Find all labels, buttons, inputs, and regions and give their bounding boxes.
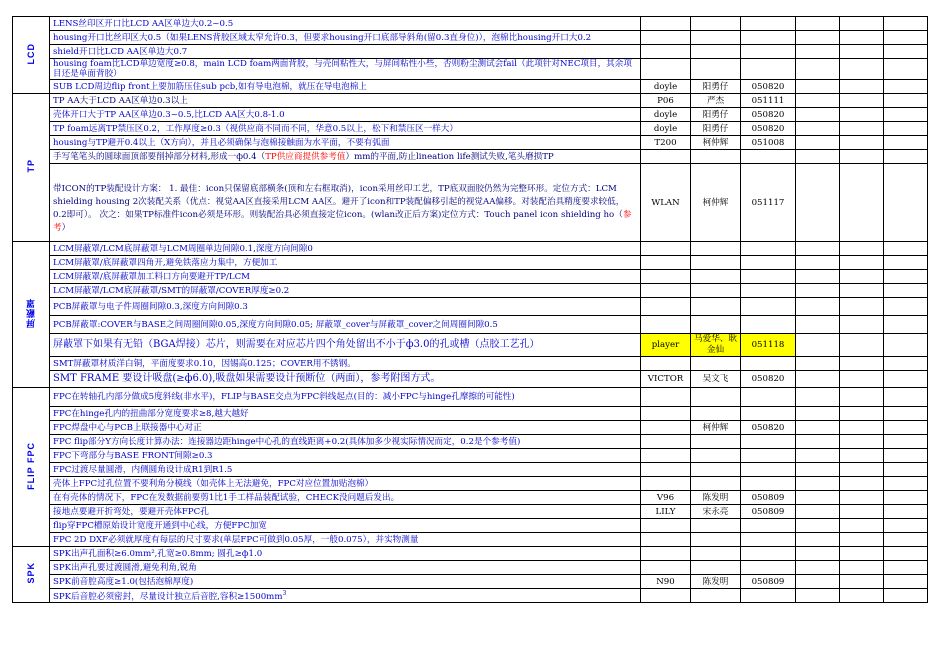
table-row xyxy=(13,449,928,463)
rule-text: LCM屏蔽罩/底屏蔽罩四角开,避免铁落应力集中，方便加工 xyxy=(50,256,641,270)
table-row xyxy=(13,242,928,256)
rule-text: housing开口比丝印区大0.5（如果LENS背胶区域太窄允许0.3，但要求housing开口底部导斜角(留0.3直身位)），泡棉比housing开口大0.2 xyxy=(50,31,641,45)
table-row xyxy=(13,108,928,122)
table-row xyxy=(13,519,928,533)
rule-text: SPK出声孔要过渡圆滑,避免利角,锐角 xyxy=(50,561,641,575)
date-cell: 050820 xyxy=(741,371,796,388)
model-cell: doyle xyxy=(641,80,691,94)
table-row xyxy=(13,388,928,407)
model-cell: N90 xyxy=(641,575,691,589)
table-row xyxy=(13,407,928,421)
table-row xyxy=(13,284,928,298)
date-cell: 050820 xyxy=(741,108,796,122)
rule-text: FPC过渡尽量圆滑，内侧圆角设计成R1到R1.5 xyxy=(50,463,641,477)
table-row xyxy=(13,561,928,575)
rule-text: 在有壳体的情况下，FPC在发数据前要剪1比1手工样品装配试验，CHECK没问题后发出。 xyxy=(50,491,641,505)
rule-text: SMT屏蔽罩材质洋白铜，平面度要求0.10，因锡高0.125；COVER用不锈钢。 xyxy=(50,357,641,371)
section-label-tp: TP xyxy=(13,94,50,242)
date-cell: 050820 xyxy=(741,421,796,435)
rule-text: SUB LCD周边flip front上要加筋压住sub pcb,如有导电泡棉，就压在导电泡棉上 xyxy=(50,80,641,94)
section-label-lcd: LCD xyxy=(13,17,50,94)
owner-cell: 陈发明 xyxy=(691,575,741,589)
owner-cell: 阳勇仔 xyxy=(691,80,741,94)
model-cell: WLAN xyxy=(641,164,691,242)
rule-text: SPK前音腔高度≥1.0(包括泡棉厚度) xyxy=(50,575,641,589)
table-row xyxy=(13,59,928,80)
rule-text: FPC 2D DXF必须就厚度有每层的尺寸要求(单层FPC可做到0.05厚，一般0.075），并实物测量 xyxy=(50,533,641,547)
rule-text: 壳体开口大于TP AA区单边0.3~0.5,比LCD AA区大0.8-1.0 xyxy=(50,108,641,122)
date-cell: 051111 xyxy=(741,94,796,108)
table-row xyxy=(13,31,928,45)
rule-text: FPC焊盘中心与PCB上联接器中心对正 xyxy=(50,421,641,435)
date-cell: 050809 xyxy=(741,491,796,505)
rule-text: SPK后音腔必须密封，尽量设计独立后音腔,容积$\ge 1500mm^3$ xyxy=(50,589,641,603)
table-row xyxy=(13,17,928,31)
table-row xyxy=(13,505,928,519)
rule-text: LCM屏蔽罩/LCM底屏蔽罩与LCM周圈单边间隙0.1,深度方向间隙0 xyxy=(50,242,641,256)
date-cell: 051008 xyxy=(741,136,796,150)
model-cell: doyle xyxy=(641,108,691,122)
table-row xyxy=(13,421,928,435)
table-row xyxy=(13,256,928,270)
table-row xyxy=(13,371,928,388)
table-row xyxy=(13,94,928,108)
owner-cell: 陈发明 xyxy=(691,491,741,505)
table-row xyxy=(13,463,928,477)
table-row xyxy=(13,45,928,59)
rule-text: FPC flip部分Y方向长度计算办法：连接器边距hinge中心孔的直线距离+0.2(具体加多少视实际情况而定，0.2是个参考值) xyxy=(50,435,641,449)
table-row xyxy=(13,122,928,136)
table-row xyxy=(13,477,928,491)
rule-text: FPC下弯部分与BASE FRONT间隙≥0.3 xyxy=(50,449,641,463)
owner-cell: 柯仲辉 xyxy=(691,136,741,150)
rule-text: TP AA大于LCD AA区单边0.3以上 xyxy=(50,94,641,108)
table-row xyxy=(13,491,928,505)
table-row xyxy=(13,316,928,334)
owner-cell: 严杰 xyxy=(691,94,741,108)
rule-text: SMT FRAME 要设计吸盘(≥ф6.0),吸盘如果需要设计预断位（两面），参考附图方式。 xyxy=(50,371,641,388)
table-row xyxy=(13,435,928,449)
rule-text: SPK出声孔面积≥6.0mm²,孔宽≥0.8mm; 圆孔≥ф1.0 xyxy=(50,547,641,561)
table-row xyxy=(13,589,928,603)
model-cell: doyle xyxy=(641,122,691,136)
rule-text: housing与TP避开0.4以上（X方向），并且必须确保与泡棉接触面为水平面，不要有弧面 xyxy=(50,136,641,150)
owner-cell: 马爱华、耿金仙 xyxy=(691,334,741,357)
section-label-spk: SPK xyxy=(13,547,50,603)
rule-text: 壳体上FPC过孔位置不要利角分模线（如壳体上无法避免，FPC对应位置加贴泡棉） xyxy=(50,477,641,491)
model-cell: P06 xyxy=(641,94,691,108)
table-row xyxy=(13,533,928,547)
model-cell: T200 xyxy=(641,136,691,150)
date-cell: 050809 xyxy=(741,505,796,519)
rule-text: FPC在转轴孔内部分做成5度斜线(非水平)，FLIP与BASE交点为FPC斜线起点(目的：减小FPC与hinge孔摩擦的可能性) xyxy=(50,388,641,407)
rule-text: 屏蔽罩下如果有无铅（BGA焊接）芯片，则需要在对应芯片四个角处留出不小于ф3.0的孔或槽（点胶工艺孔） xyxy=(50,334,641,357)
rule-text: TP foam远离TP禁压区0.2，工作厚度≥0.3（视供应商不同而不同，华意0.5以上，松下和禁压区一样大） xyxy=(50,122,641,136)
rule-text: 接地点要避开折弯处，要避开壳体FPC孔 xyxy=(50,505,641,519)
date-cell: 050820 xyxy=(741,80,796,94)
table-row xyxy=(13,150,928,164)
rule-text: FPC在hinge孔内的扭曲部分宽度要求≥8,越大越好 xyxy=(50,407,641,421)
table-row xyxy=(13,80,928,94)
owner-cell: 宋永亮 xyxy=(691,505,741,519)
rule-text: PCB屏蔽罩与电子件周圈间隙0.3,深度方向间隙0.3 xyxy=(50,298,641,316)
table-row xyxy=(13,164,928,242)
table-row xyxy=(13,334,928,357)
owner-cell: 柯仲辉 xyxy=(691,164,741,242)
owner-cell: 柯仲辉 xyxy=(691,421,741,435)
model-cell: LILY xyxy=(641,505,691,519)
table-row xyxy=(13,298,928,316)
rule-text: shield开口比LCD AA区单边大0.7 xyxy=(50,45,641,59)
table-row xyxy=(13,575,928,589)
rule-text: flip穿FPC槽原始设计宽度开通到中心线，方便FPC加宽 xyxy=(50,519,641,533)
section-label-shield: 屏蔽罩 xyxy=(13,242,50,388)
table-row xyxy=(13,547,928,561)
date-cell: 051117 xyxy=(741,164,796,242)
date-cell: 051118 xyxy=(741,334,796,357)
table-row xyxy=(13,270,928,284)
rule-text: 手写笔笔头的圆球面顶部要削掉部分材料,形成一ф0.4（TP供应商提供参考值）mm的平面,防止lineation life测试失败,笔头磨损TP xyxy=(50,150,641,164)
rule-text: LCM屏蔽罩/底屏蔽罩加工料口方向要避开TP/LCM xyxy=(50,270,641,284)
rule-text: housing foam比LCD单边宽度≥0.8，main LCD foam两面背胶，与壳间粘性大，与屏间粘性小些，否则粉尘测试会fail（此项针对NEC项目，其余项目还是单面背胶） xyxy=(50,59,641,80)
owner-cell: 吴文飞 xyxy=(691,371,741,388)
rule-text: 带ICON的TP装配设计方案： 1. 最佳：icon只保留底部横条(顶和左右框取消)，icon采用丝印工艺，TP底双面胶仍然为完整环形。定位方式：LCM shielding housing 2次装配关系（优点：视觉AA区直接采用LCM AA区。避开了icon和TP装配偏移引起的视觉AA偏移。对装配治具精度要求较低，0.2即可）。 次之：如果TP标准件icon必须是环形。则装配治具必须直接定位icon。(wlan改正后方案)定位方式：Touch panel icon shielding ho（参考） xyxy=(50,164,641,242)
rule-text: PCB屏蔽罩:COVER与BASE之间周圈间隙0.05,深度方向间隙0.05; 屏蔽罩_cover与屏蔽罩_cover之间周圈间隙0.5 xyxy=(50,316,641,334)
model-cell: player xyxy=(641,334,691,357)
owner-cell: 阳勇仔 xyxy=(691,122,741,136)
table-row xyxy=(13,136,928,150)
spec-table xyxy=(12,16,928,603)
model-cell: V96 xyxy=(641,491,691,505)
rule-text: LENS丝印区开口比LCD AA区单边大0.2~0.5 xyxy=(50,17,641,31)
table-row xyxy=(13,357,928,371)
date-cell: 050820 xyxy=(741,122,796,136)
section-label-flip-fpc: FLIP FPC xyxy=(13,388,50,547)
date-cell: 050809 xyxy=(741,575,796,589)
owner-cell: 阳勇仔 xyxy=(691,108,741,122)
rule-text: LCM屏蔽罩/LCM底屏蔽罩/SMT的屏蔽罩/COVER厚度≥0.2 xyxy=(50,284,641,298)
model-cell: VICTOR xyxy=(641,371,691,388)
